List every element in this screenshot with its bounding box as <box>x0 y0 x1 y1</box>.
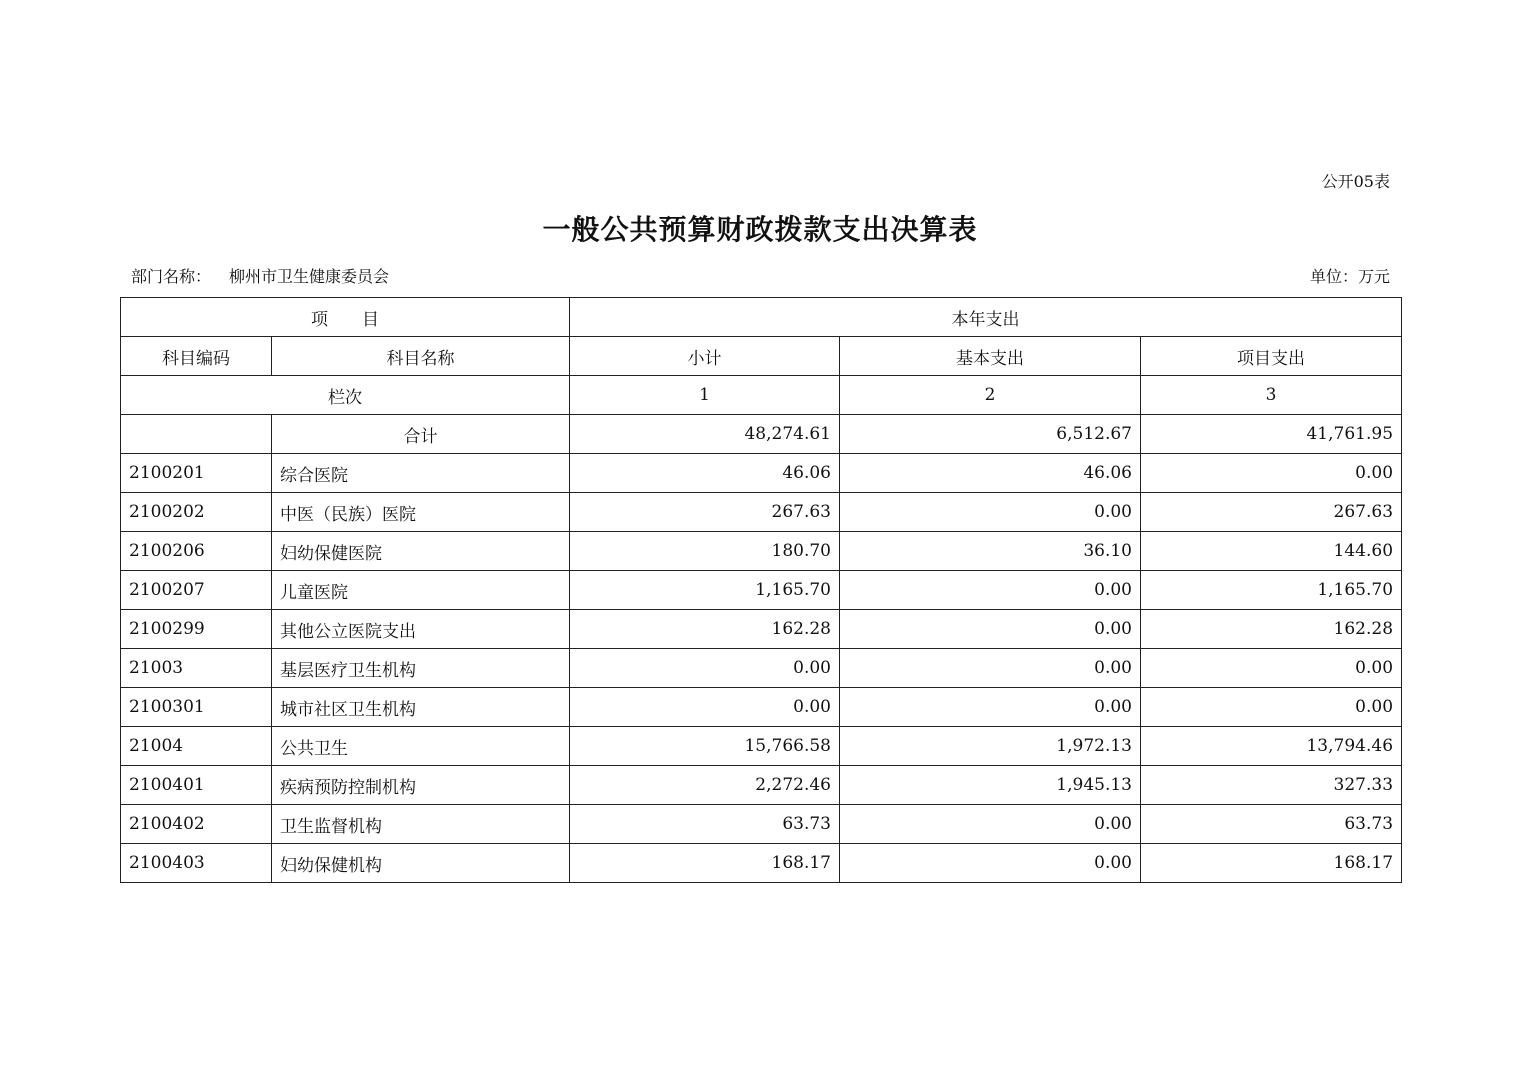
subtotal-cell: 168.17 <box>570 844 840 883</box>
form-number: 公开05表 <box>1321 172 1390 191</box>
header-row-3 <box>121 376 1402 415</box>
name-cell: 综合医院 <box>272 454 570 493</box>
project-cell: 1,165.70 <box>1141 571 1402 610</box>
table-row <box>121 844 1402 883</box>
document-title: 一般公共预算财政拨款支出决算表 <box>542 213 978 246</box>
project-cell: 0.00 <box>1141 649 1402 688</box>
table-row <box>121 805 1402 844</box>
subtotal-cell: 2,272.46 <box>570 766 840 805</box>
basic-cell: 1,972.13 <box>840 727 1141 766</box>
project-cell: 267.63 <box>1141 493 1402 532</box>
subtotal-cell: 267.63 <box>570 493 840 532</box>
code-cell: 2100299 <box>121 610 272 649</box>
subtotal-cell: 0.00 <box>570 688 840 727</box>
total-basic: 6,512.67 <box>840 415 1141 454</box>
department-line <box>131 267 389 287</box>
code-cell: 2100201 <box>121 454 272 493</box>
code-cell: 2100403 <box>121 844 272 883</box>
basic-cell: 0.00 <box>840 649 1141 688</box>
table-row <box>121 571 1402 610</box>
header-row-2 <box>121 337 1402 376</box>
name-cell: 儿童医院 <box>272 571 570 610</box>
header-project: 项目支出 <box>1141 337 1402 376</box>
total-subtotal: 48,274.61 <box>570 415 840 454</box>
subtotal-cell: 0.00 <box>570 649 840 688</box>
name-cell: 疾病预防控制机构 <box>272 766 570 805</box>
basic-cell: 0.00 <box>840 493 1141 532</box>
name-cell: 妇幼保健机构 <box>272 844 570 883</box>
header-current-year-expenditure: 本年支出 <box>570 298 1402 337</box>
name-cell: 中医（民族）医院 <box>272 493 570 532</box>
project-cell: 13,794.46 <box>1141 727 1402 766</box>
total-label: 合计 <box>272 415 570 454</box>
total-project: 41,761.95 <box>1141 415 1402 454</box>
header-code: 科目编码 <box>121 337 272 376</box>
basic-cell: 0.00 <box>840 688 1141 727</box>
name-cell: 卫生监督机构 <box>272 805 570 844</box>
basic-cell: 1,945.13 <box>840 766 1141 805</box>
code-cell: 2100206 <box>121 532 272 571</box>
code-cell: 2100402 <box>121 805 272 844</box>
subtotal-cell: 63.73 <box>570 805 840 844</box>
table-row <box>121 493 1402 532</box>
name-cell: 公共卫生 <box>272 727 570 766</box>
basic-cell: 0.00 <box>840 610 1141 649</box>
budget-table <box>120 297 1402 883</box>
table-row <box>121 649 1402 688</box>
table-row <box>121 610 1402 649</box>
subtotal-cell: 15,766.58 <box>570 727 840 766</box>
name-cell: 其他公立医院支出 <box>272 610 570 649</box>
project-cell: 162.28 <box>1141 610 1402 649</box>
project-cell: 63.73 <box>1141 805 1402 844</box>
name-cell: 城市社区卫生机构 <box>272 688 570 727</box>
code-cell: 2100202 <box>121 493 272 532</box>
subtotal-cell: 162.28 <box>570 610 840 649</box>
name-cell: 妇幼保健医院 <box>272 532 570 571</box>
code-cell: 21003 <box>121 649 272 688</box>
project-cell: 0.00 <box>1141 688 1402 727</box>
header-col1: 1 <box>570 376 840 415</box>
header-col3: 3 <box>1141 376 1402 415</box>
header-subtotal: 小计 <box>570 337 840 376</box>
subtotal-cell: 46.06 <box>570 454 840 493</box>
header-basic: 基本支出 <box>840 337 1141 376</box>
header-col2: 2 <box>840 376 1141 415</box>
code-cell: 2100301 <box>121 688 272 727</box>
name-cell: 基层医疗卫生机构 <box>272 649 570 688</box>
basic-cell: 0.00 <box>840 844 1141 883</box>
header-name: 科目名称 <box>272 337 570 376</box>
project-cell: 168.17 <box>1141 844 1402 883</box>
basic-cell: 46.06 <box>840 454 1141 493</box>
basic-cell: 36.10 <box>840 532 1141 571</box>
basic-cell: 0.00 <box>840 805 1141 844</box>
header-column-index: 栏次 <box>121 376 570 415</box>
code-cell: 21004 <box>121 727 272 766</box>
total-code-cell <box>121 415 272 454</box>
code-cell: 2100207 <box>121 571 272 610</box>
project-cell: 327.33 <box>1141 766 1402 805</box>
department-name: 柳州市卫生健康委员会 <box>229 267 390 286</box>
project-cell: 0.00 <box>1141 454 1402 493</box>
department-label: 部门名称： <box>131 267 212 286</box>
header-item: 项 目 <box>121 298 570 337</box>
subtotal-cell: 180.70 <box>570 532 840 571</box>
project-cell: 144.60 <box>1141 532 1402 571</box>
table-row <box>121 688 1402 727</box>
table-row <box>121 766 1402 805</box>
table-row <box>121 454 1402 493</box>
subtotal-cell: 1,165.70 <box>570 571 840 610</box>
header-row-1 <box>121 298 1402 337</box>
code-cell: 2100401 <box>121 766 272 805</box>
unit-label: 单位：万元 <box>1309 267 1390 286</box>
table-row <box>121 532 1402 571</box>
table-body <box>121 415 1402 883</box>
total-row <box>121 415 1402 454</box>
basic-cell: 0.00 <box>840 571 1141 610</box>
table-row <box>121 727 1402 766</box>
